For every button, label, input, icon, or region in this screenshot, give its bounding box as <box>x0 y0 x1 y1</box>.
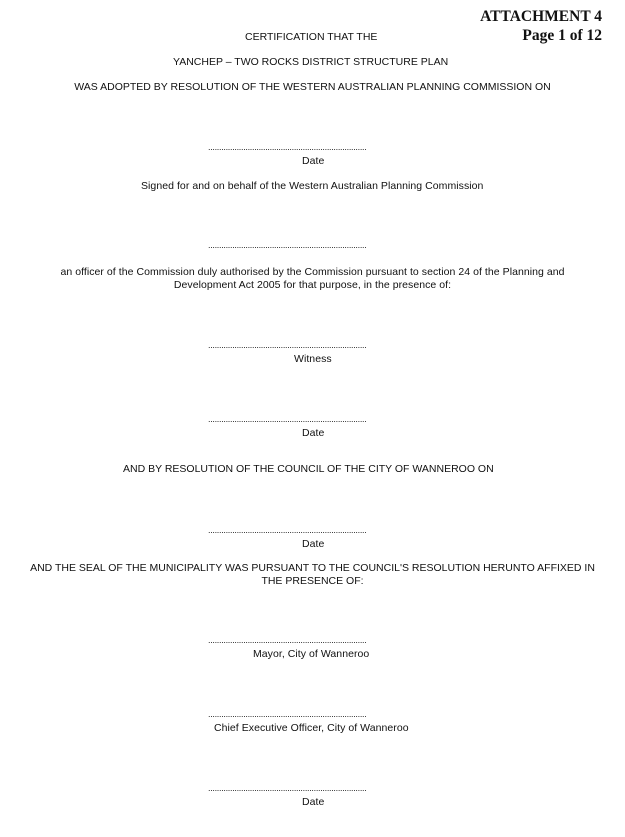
signature-line: ........................................................................ <box>208 414 367 424</box>
signature-line: ........................................................................ <box>208 635 367 645</box>
title-line-2: YANCHEP – TWO ROCKS DISTRICT STRUCTURE PLAN <box>173 56 449 68</box>
title-line-1: CERTIFICATION THAT THE <box>245 31 378 43</box>
attachment-label: ATTACHMENT 4 <box>480 8 602 25</box>
date-label: Date <box>302 538 325 550</box>
date-label: Date <box>302 796 325 808</box>
date-label: Date <box>302 155 325 167</box>
signature-line: ........................................................................ <box>208 340 367 350</box>
mayor-label: Mayor, City of Wanneroo <box>253 648 370 660</box>
ceo-label: Chief Executive Officer, City of Wanneroo <box>214 722 409 734</box>
date-label: Date <box>302 427 325 439</box>
page-number: Page 1 of 12 <box>522 27 602 44</box>
officer-text: an officer of the Commission duly authorised by the Commission pursuant to section 24 of the Planning and Development Act 2005 for that purpose, in the presence of: <box>60 266 565 291</box>
signature-line: ........................................................................ <box>208 709 367 719</box>
title-line-3: WAS ADOPTED BY RESOLUTION OF THE WESTERN AUSTRALIAN PLANNING COMMISSION ON <box>74 81 551 93</box>
seal-text: AND THE SEAL OF THE MUNICIPALITY WAS PURSUANT TO THE COUNCIL'S RESOLUTION HERUNTO AFFIXED IN THE PRESENCE OF: <box>30 562 595 587</box>
witness-label: Witness <box>294 353 332 365</box>
council-resolution-text: AND BY RESOLUTION OF THE COUNCIL OF THE CITY OF WANNEROO ON <box>123 463 494 475</box>
signature-line: ........................................................................ <box>208 142 367 152</box>
signature-line: ........................................................................ <box>208 240 367 250</box>
signature-line: ........................................................................ <box>208 783 367 793</box>
attachment-header <box>480 7 602 45</box>
signed-behalf-text: Signed for and on behalf of the Western Australian Planning Commission <box>141 180 484 192</box>
signature-line: ........................................................................ <box>208 525 367 535</box>
